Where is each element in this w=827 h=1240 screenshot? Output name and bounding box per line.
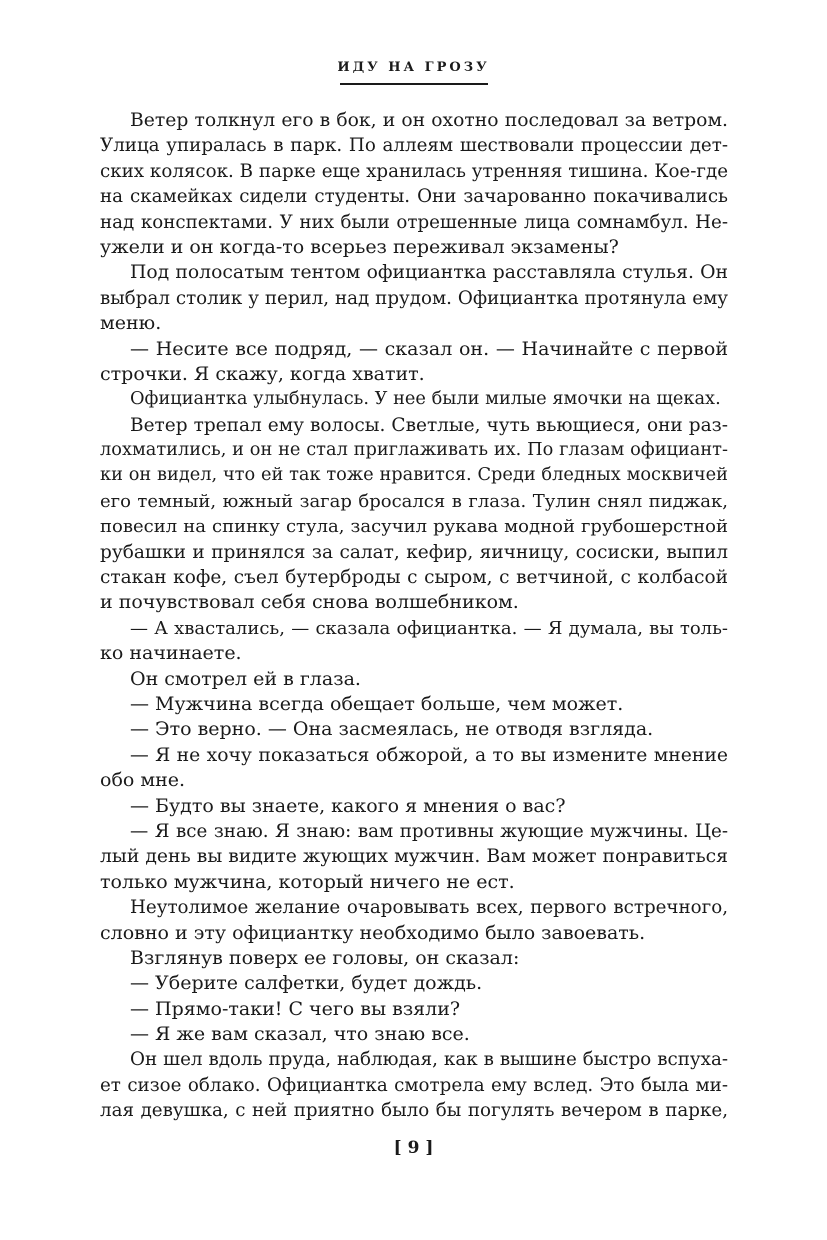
text-line: Официантка улыбнулась. У нее были милые ямочки на щеках. [130,389,721,410]
text-line: ских колясок. В парке еще хранилась утренняя тишина. Кое-где [100,160,728,182]
text-line: Ветер трепал ему волосы. Светлые, чуть вьющиеся, они раз- [130,414,728,436]
text-line: на скамейках сидели студенты. Они зачарованно покачивались [100,186,728,208]
text-line: ужели и он когда-то всерьез переживал экзамены? [100,235,619,258]
text-line: строчки. Я скажу, когда хватит. [100,362,425,385]
text-line: словно и эту официантку необходимо было завоевать. [100,921,646,944]
text-line: и почувствовал себя снова волшебником. [100,591,519,614]
text-line: Под полосатым тентом официантка расставляла стулья. Он [130,262,728,284]
text-line: Неутолимое желание очаровывать всех, первого встречного, [130,897,728,919]
text-line: — Несите все подряд, — сказал он. — Начинайте с первой [130,337,728,360]
text-line: стакан кофе, съел бутерброды с сыром, с ветчиной, с колбасой [100,567,728,589]
text-line: — Будто вы знаете, какого я мнения о вас? [130,794,566,817]
text-line: обо мне. [100,769,186,792]
running-title: ИДУ НА ГРОЗУ [337,60,490,75]
text-line: — Прямо-таки! С чего вы взяли? [130,997,461,1020]
text-line: — Это верно. — Она засмеялась, не отводя взгляда. [130,718,654,741]
text-line: Он смотрел ей в глаза. [130,667,361,690]
text-line: меню. [100,312,162,335]
text-line: ет сизое облако. Официантка смотрела ему вслед. Это была ми- [100,1074,728,1096]
text-line: ки он видел, что ей так тоже нравится. Среди бледных москвичей [100,465,728,486]
text-line: лохматились, и он не стал приглаживать их. По глазам официант- [100,440,728,461]
body-text [100,108,728,1124]
text-line: — Уберите салфетки, будет дождь. [130,972,483,995]
text-line: повесил на спинку стула, засучил рукава модной грубошерстной [100,516,728,538]
text-line: — А хвастались, — сказала официантка. — Я думала, вы толь- [130,617,728,639]
text-line: Взглянув поверх ее головы, он сказал: [130,946,520,969]
text-line: — Я не хочу показаться обжорой, а то вы измените мнение [130,744,728,766]
text-line: рубашки и принялся за салат, кефир, яичницу, сосиски, выпил [100,541,728,563]
text-line: лый день вы видите жующих мужчин. Вам может понравиться [100,846,728,868]
text-line: его темный, южный загар бросался в глаза. Тулин снял пиджак, [100,490,728,512]
text-line: над конспектами. У них были отрешенные лица сомнамбул. Не- [100,211,728,233]
text-line: Улица упиралась в парк. По аллеям шествовали процессии дет- [100,135,728,157]
text-line: — Я все знаю. Я знаю: вам противны жующие мужчины. Це- [130,820,728,842]
text-line: только мужчина, который ничего не ест. [100,870,515,893]
page-number: [ 9 ] [393,1138,434,1158]
text-line: выбрал столик у перил, над прудом. Официантка протянула ему [100,287,728,309]
header-rule [340,83,488,85]
text-line: лая девушка, с ней приятно было бы погулять вечером в парке, [100,1100,728,1122]
running-head [0,56,827,85]
text-line: — Мужчина всегда обещает больше, чем может. [130,692,624,715]
text-line: Он шел вдоль пруда, наблюдая, как в вышине быстро вспуха- [130,1049,728,1071]
text-line: Ветер толкнул его в бок, и он охотно последовал за ветром. [130,110,728,131]
text-line: — Я же вам сказал, что знаю все. [130,1023,470,1046]
text-line: ко начинаете. [100,642,242,665]
